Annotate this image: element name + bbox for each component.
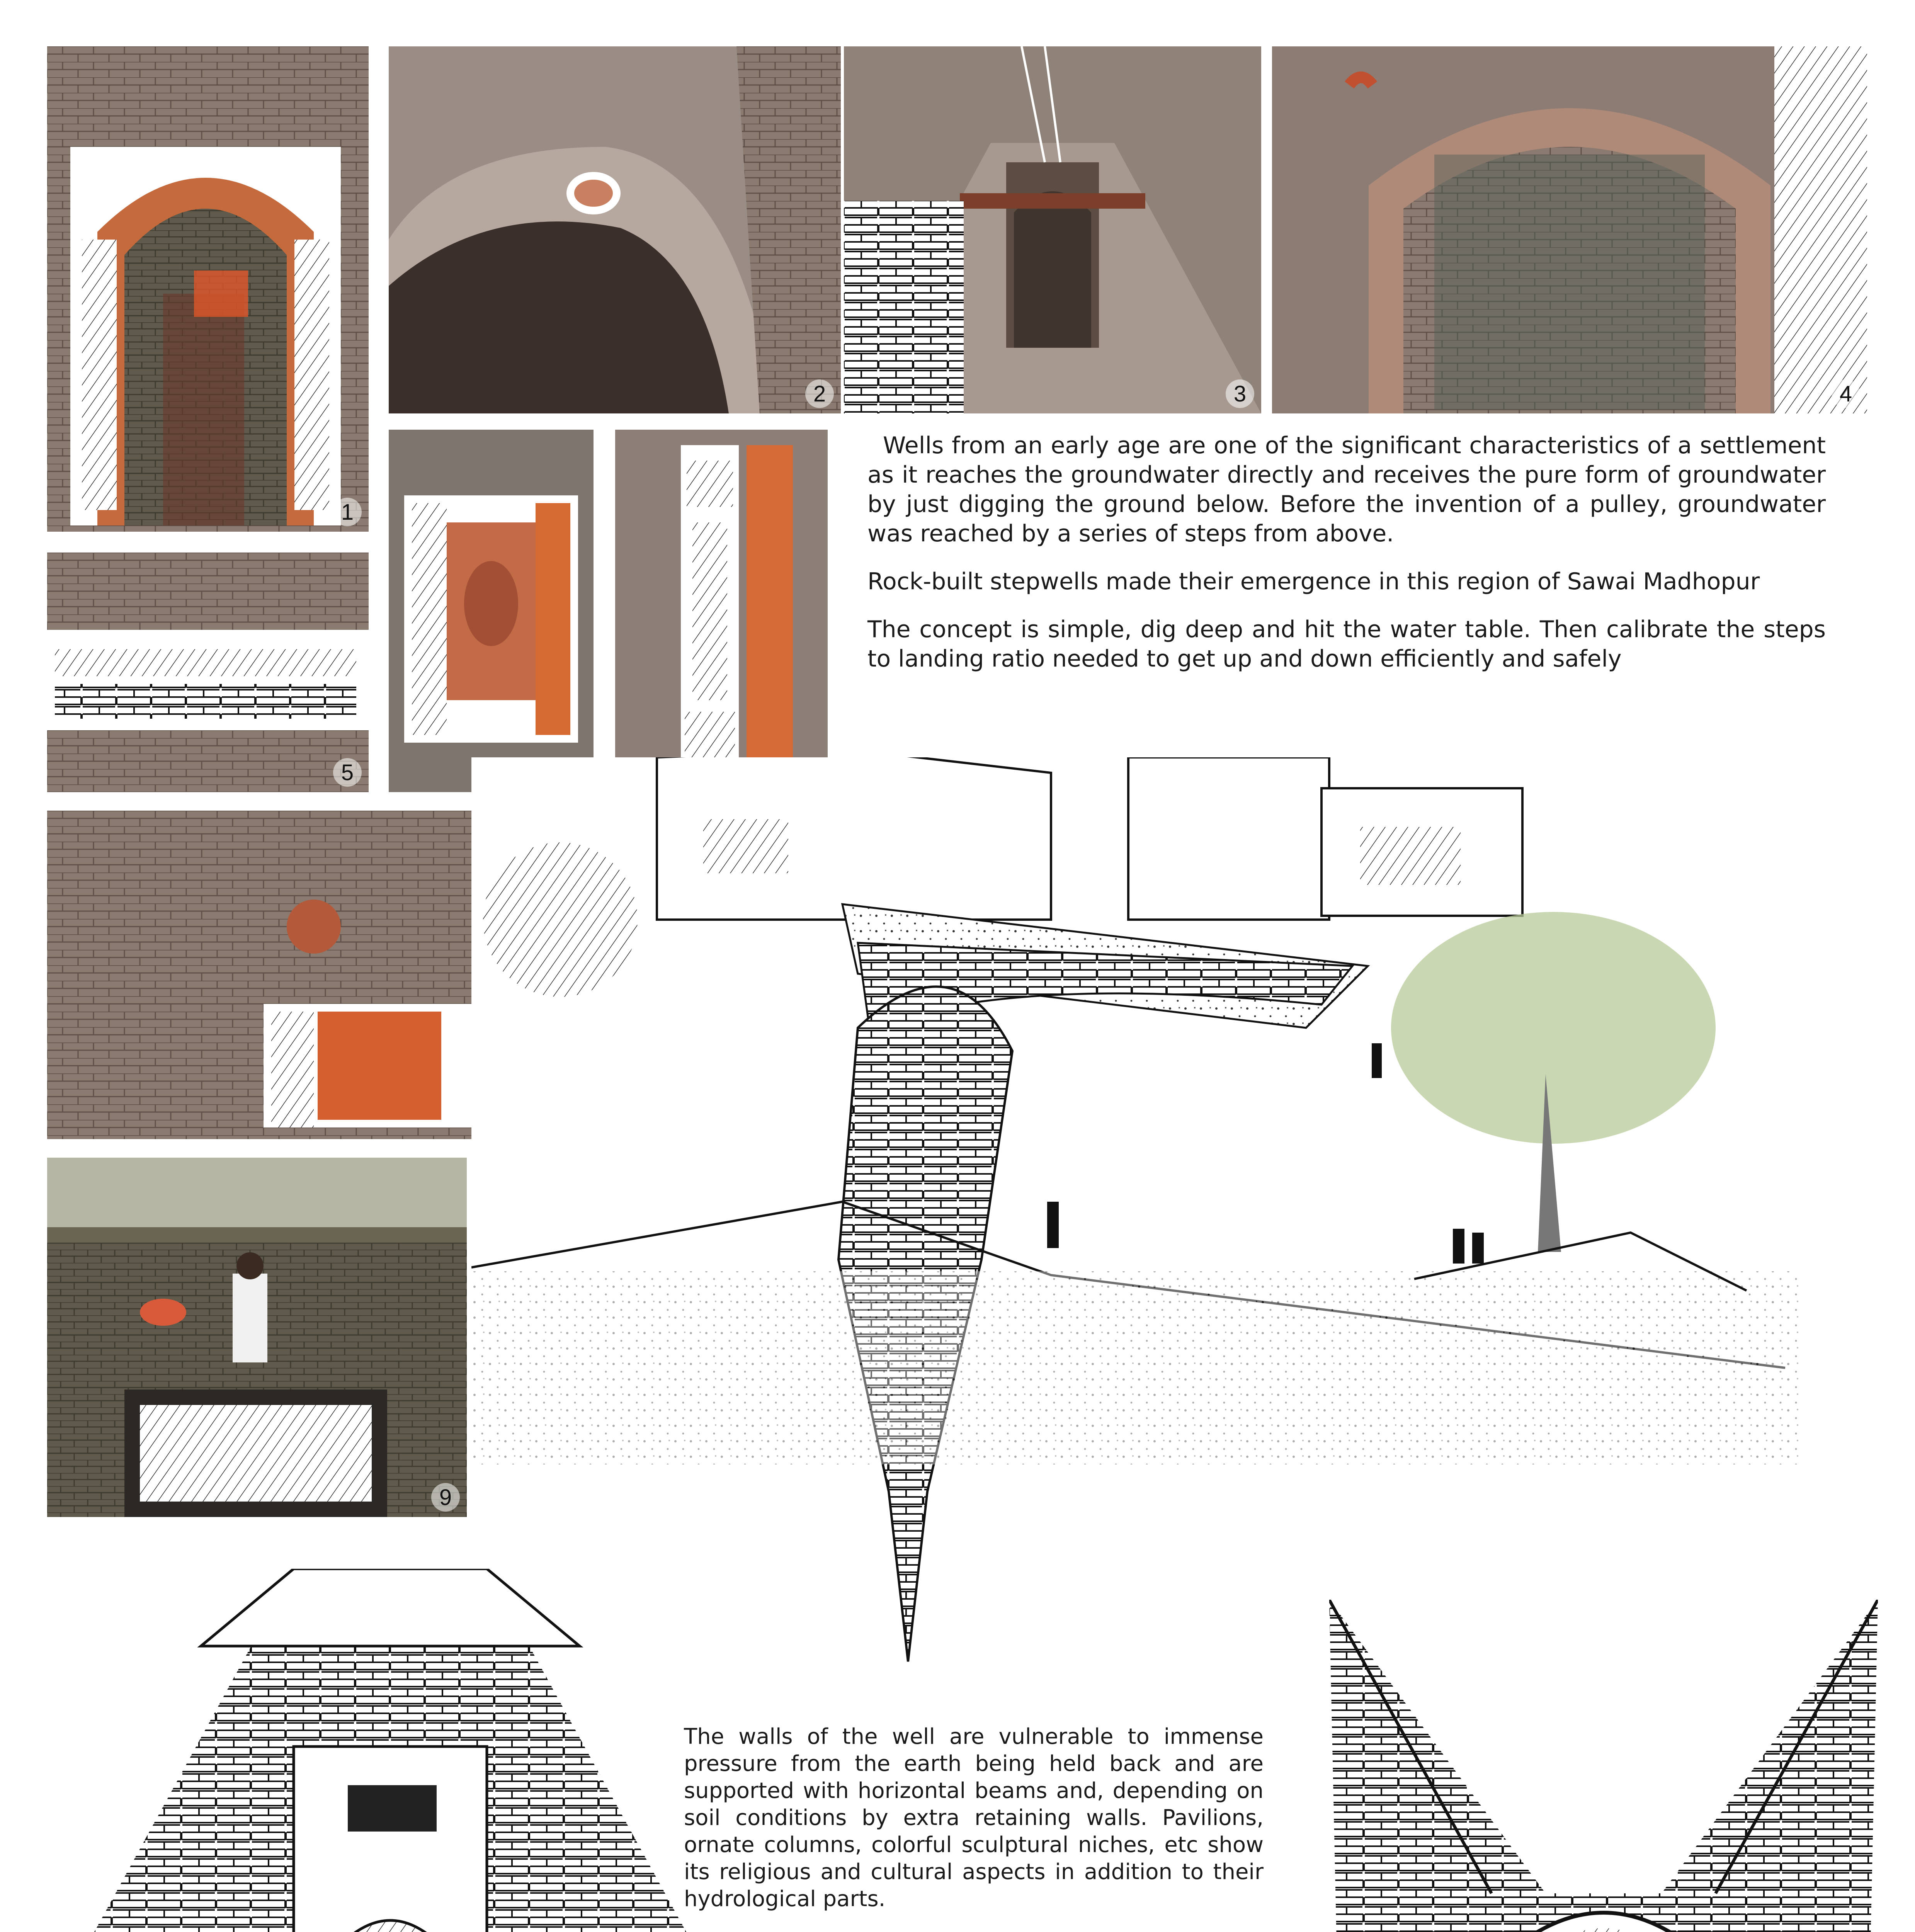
stepwell-shaft-sketch-right: [1329, 1600, 1878, 1932]
intro-paragraph-2: Rock-built stepwells made their emergence in this region of Sawai Madhopur: [867, 568, 1760, 595]
body-text: [684, 1723, 1264, 1932]
photo-number: 2: [805, 379, 834, 408]
body-paragraph-1: The walls of the well are vulnerable to immense pressure from the earth being held back and are supported with horizontal beams and, depending on soil conditions by extra retaining walls. Pavilions, ornate columns, colorful sculptural niches, etc show its religious and cultural aspects in addition to their hydrological parts.: [684, 1724, 1264, 1912]
photo-religious-niche: [389, 430, 594, 792]
intro-text: [867, 431, 1826, 692]
photo-annual-pooja: [47, 1158, 467, 1517]
stepwell-shaft-sketch-left: [77, 1569, 703, 1932]
photo-architectural-element: [389, 46, 841, 413]
photo-ornamental-arch: [47, 46, 369, 532]
intro-paragraph-1: Wells from an early age are one of the significant characteristics of a settlement as it reaches the groundwater directly and receives the pure form of groundwater by just digging the ground below. Before the invention of a pulley, groundwater was reached by a series of steps from above.: [867, 432, 1826, 547]
photo-stone-texture: [844, 46, 1261, 413]
photo-number: 3: [1226, 379, 1254, 408]
photo-number: 4: [1832, 379, 1860, 408]
intro-paragraph-3: The concept is simple, dig deep and hit the water table. Then calibrate the steps to landing ratio needed to get up and down efficiently and safely: [867, 616, 1826, 672]
photo-number: 5: [333, 758, 362, 787]
photo-ornamental-decoration: [47, 553, 369, 792]
photo-exploded-arch: [1272, 46, 1867, 413]
photo-number: 1: [333, 498, 362, 526]
photo-number: 9: [431, 1483, 460, 1512]
photo-column-detail: [615, 430, 828, 792]
